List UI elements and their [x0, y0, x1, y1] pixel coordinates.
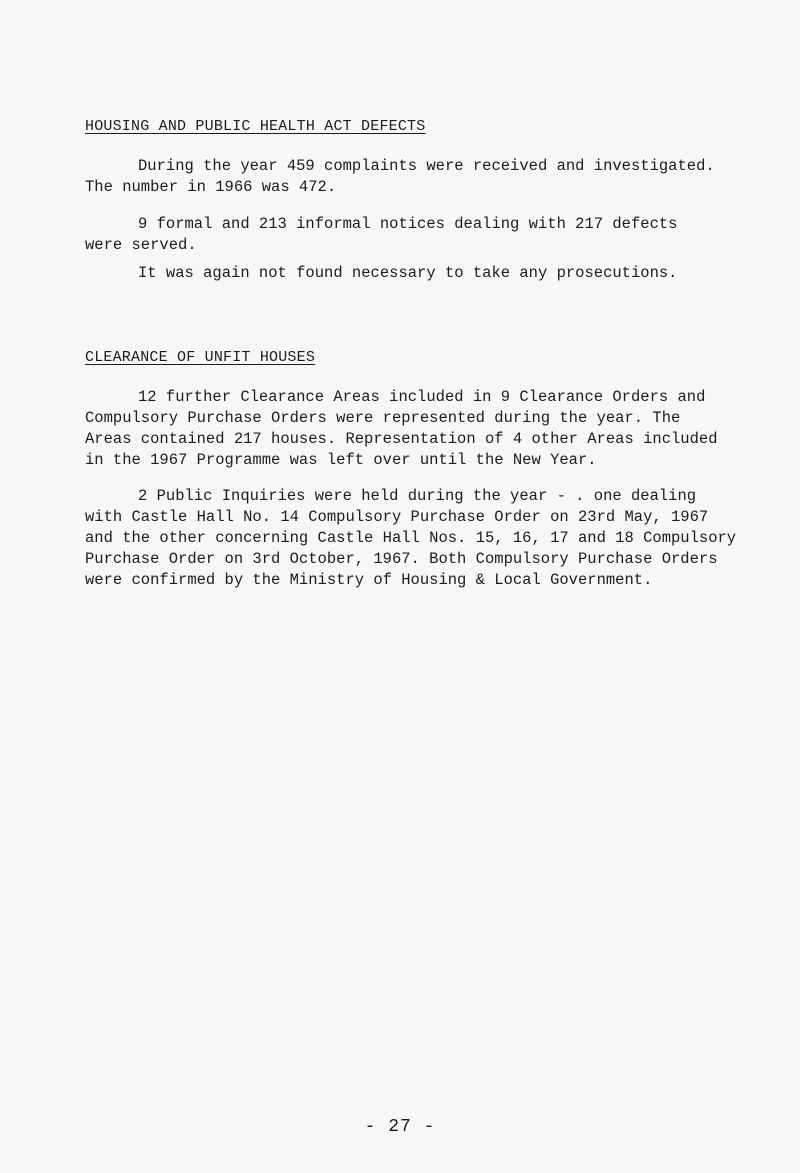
paragraph-public-inquiries [85, 486, 745, 591]
text-line: 12 further Clearance Areas included in 9 Clearance Orders and [138, 388, 706, 406]
text-line: During the year 459 complaints were received and investigated. [138, 157, 715, 175]
text-line: 9 formal and 213 informal notices dealing with 217 defects [138, 215, 678, 233]
section-heading-clearance: CLEARANCE OF UNFIT HOUSES [85, 349, 316, 366]
text-line: with Castle Hall No. 14 Compulsory Purchase Order on 23rd May, 1967 [85, 508, 709, 526]
section-heading-housing-defects: HOUSING AND PUBLIC HEALTH ACT DEFECTS [85, 118, 426, 135]
text-line: Compulsory Purchase Orders were represented during the year. The [85, 409, 681, 427]
paragraph-notices [85, 214, 745, 256]
text-line: 2 Public Inquiries were held during the year - . one dealing [138, 487, 697, 505]
text-line: and the other concerning Castle Hall Nos. 15, 16, 17 and 18 Compulsory [85, 529, 737, 547]
paragraph-clearance-areas [85, 387, 745, 471]
paragraph-prosecutions [85, 263, 745, 284]
text-line: The number in 1966 was 472. [85, 178, 337, 196]
text-line: were confirmed by the Ministry of Housing & Local Government. [85, 571, 653, 589]
text-line: Purchase Order on 3rd October, 1967. Both Compulsory Purchase Orders [85, 550, 718, 568]
text-line: in the 1967 Programme was left over until the New Year. [85, 451, 597, 469]
text-line: It was again not found necessary to take any prosecutions. [138, 264, 678, 282]
page-number: - 27 - [364, 1117, 436, 1137]
paragraph-complaints [85, 156, 745, 198]
text-line: were served. [85, 236, 197, 254]
text-line: Areas contained 217 houses. Representation of 4 other Areas included [85, 430, 718, 448]
